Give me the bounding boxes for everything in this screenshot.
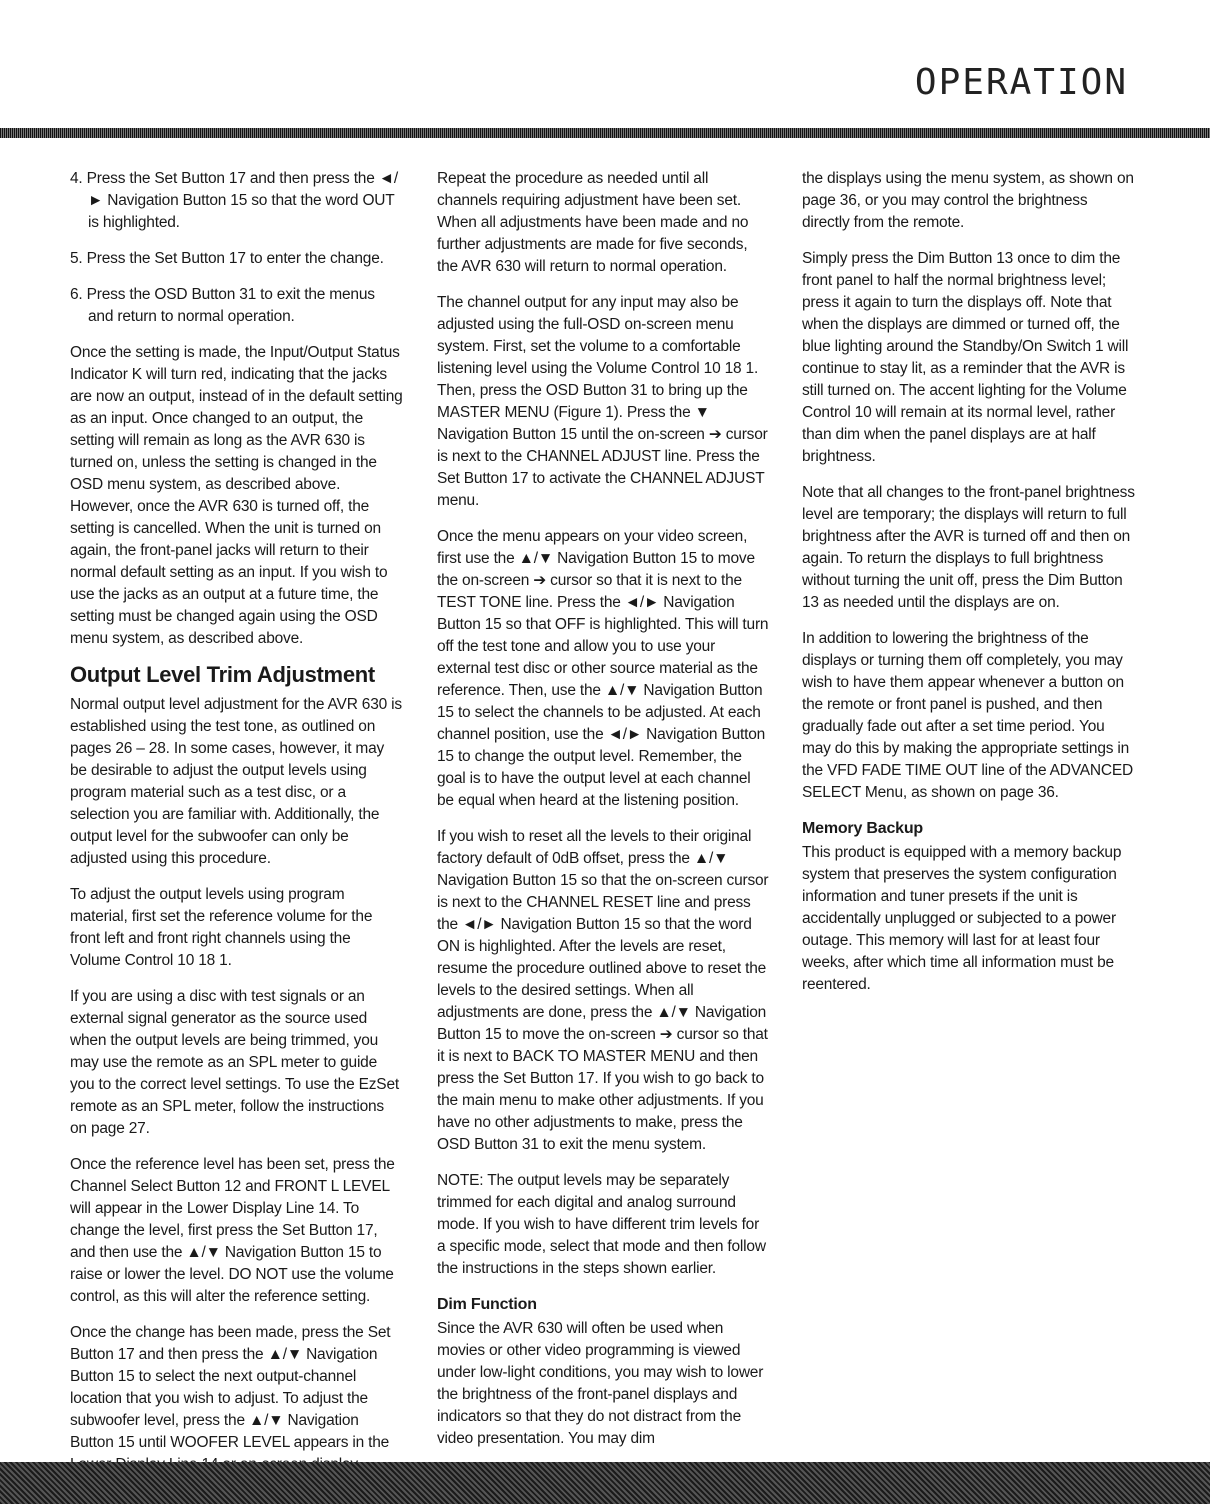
paragraph: Once the change has been made, press the Set Button 17 and then press the ▲/▼ Navigation Button 15 to select the next output-channel location that you wish to adjust. To adjust the subwoofer level, press the ▲/▼ Navigation Button 15 until WOOFER LEVEL appears in the	[70, 1324, 391, 1451]
paragraph: In addition to lowering the brightness of the displays or turning them off completely, you may wish to have them appear whenever a button on the remote or front panel is pushed, and then gradually fade out after a set time period. You may do this by making the appropriate settings in the VFD FADE TIME OUT line of the ADVANCED SELECT Menu, as shown on page 36.	[802, 630, 1133, 801]
paragraph: If you wish to reset all the levels to their original factory default of 0dB offset, press the ▲/▼ Navigation Button 15 so that the on-screen cursor is next to the CHANNEL RESET line and press the ◄/► Navigation Button 15 so that the word ON is highlighted. After the levels are reset, resume the procedure outlined above to reset the levels to the desired settings. When all adjustments are done, press the ▲/▼ Navigation Button 15 to move the on-screen ➔ cursor so that it is next to BACK TO MASTER MENU and then press the Set Button 17. If you wish to go back to the main menu to make other adjustments. If you have no other adjustments to make, press the OSD Button 31 to exit the menu system.	[437, 828, 769, 1153]
step-6: 6. Press the OSD Button 31 to exit the menus and return to normal operation.	[70, 286, 375, 325]
column-middle	[437, 168, 769, 1464]
page-title: OPERATION	[914, 62, 1128, 103]
paragraph: Simply press the Dim Button 13 once to dim the front panel to half the normal brightness level; press it again to turn the displays off. Note that when the displays are dimmed or turned off, the blue lighting around the Standby/On Switch 1 will continue to stay lit, as a reminder that the AVR is still turned on. The accent lighting for the Volume Control 10 will remain at its normal level, rather than dim when the panel displays are at half brightness.	[802, 250, 1129, 465]
paragraph: Once the menu appears on your video screen, first use the ▲/▼ Navigation Button 15 to move the on-screen ➔ cursor so that it is next to the TEST TONE line. Press the ◄/► Navigation Button 15 so that OFF is highlighted. This will turn off the test tone and allow you to use your external test disc or other source material as the reference. Then, use the ▲/▼ Navigation Button 15 to select the channels to be adjusted. At each channel position, use the ◄/► Navigation Button 15 to change the output level. Remember, the goal is to have the output level at each channel be equal when heard at the listening position.	[437, 528, 769, 809]
paragraph: If you are using a disc with test signals or an external signal generator as the source used when the output levels are being trimmed, you may use the remote as an SPL meter to guide you to the correct level settings. To use the EzSet remote as an SPL meter, follow the instructions on page 27.	[70, 988, 399, 1137]
section-heading-dim-function: Dim Function	[437, 1296, 537, 1313]
paragraph: Since the AVR 630 will often be used when movies or other video programming is viewed under low-light conditions, you may wish to lower the brightness of the front-panel displays and indicators so that they do not distract from the video presentation. You may dim	[437, 1320, 764, 1447]
paragraph: Note that all changes to the front-panel brightness level are temporary; the displays will return to full brightness after the AVR is turned off and then on again. To return the displays to full brightness without turning the unit off, press the Dim Button 13 as needed until the displays are on.	[802, 484, 1135, 611]
paragraph: Normal output level adjustment for the AVR 630 is established using the test tone, as outlined on pages 26 – 28. In some cases, however, it may be desirable to adjust the output levels using program material such as a test disc, or a selection you are familiar with. Additionally, the output level for the subwoofer can only be adjusted using this procedure.	[70, 696, 402, 867]
footer-bar	[0, 1462, 1210, 1504]
step-4: 4. Press the Set Button 17 and then press the ◄/► Navigation Button 15 so that the word OUT is highlighted.	[70, 170, 399, 231]
note-paragraph: NOTE: The output levels may be separately trimmed for each digital and analog surround mode. If you wish to have different trim levels for a specific mode, select that mode and then follow the instructions in the steps shown earlier.	[437, 1172, 766, 1277]
column-right	[802, 168, 1136, 1010]
paragraph: To adjust the output levels using program material, first set the reference volume for the front left and front right channels using the Volume Control 10 18 1.	[70, 886, 373, 969]
paragraph: Once the reference level has been set, press the Channel Select Button 12 and FRONT L LEVEL will appear in the Lower Display Line 14. To change the level, first press the Set Button 17, and then use the ▲/▼ Navigation Button 15 to raise or lower the level. DO NOT use the volume control, as this will alter the reference setting.	[70, 1156, 395, 1305]
column-left	[70, 168, 404, 1490]
paragraph: The channel output for any input may also be adjusted using the full-OSD on-screen menu system. First, set the volume to a comfortable listening level using the Volume Control 10 18 1. Then, press the OSD Button 31 to bring up the MASTER MENU (Figure 1). Press the ▼ Navigation Button 15 until the on-screen ➔ cursor is next to the CHANNEL ADJUST line. Press the Set Button 17 to activate the CHANNEL ADJUST menu.	[437, 294, 768, 509]
paragraph: the displays using the menu system, as shown on page 36, or you may control the brightness directly from the remote.	[802, 170, 1134, 231]
section-heading-memory-backup: Memory Backup	[802, 820, 923, 837]
paragraph: Once the setting is made, the Input/Output Status Indicator K will turn red, indicating that the jacks are now an output, instead of in the default setting as an input. Once changed to an output, the setting will remain as long as the AVR 630 is turned on, unless the setting is changed in the OSD menu system, as described above. However, once the AVR 630 is turned off, the setting is cancelled. When the unit is turned on again, the front-panel jacks will return to their normal default setting as an input. If you wish to use the jacks as an output at a future time, the setting must be changed again using the OSD menu system, as described above.	[70, 344, 403, 647]
paragraph: Repeat the procedure as needed until all channels requiring adjustment have been set. When all adjustments have been made and no further adjustments are made for five seconds, the AVR 630 will return to normal operation.	[437, 170, 749, 275]
section-heading-output-level-trim: Output Level Trim Adjustment	[70, 662, 375, 687]
step-5: 5. Press the Set Button 17 to enter the change.	[70, 250, 384, 267]
paragraph: This product is equipped with a memory backup system that preserves the system configuration information and tuner presets if the unit is accidentally unplugged or subjected to a power outage. This memory will last for at least four weeks, after which time all information must be reentered.	[802, 844, 1122, 993]
header-rule	[0, 128, 1210, 138]
